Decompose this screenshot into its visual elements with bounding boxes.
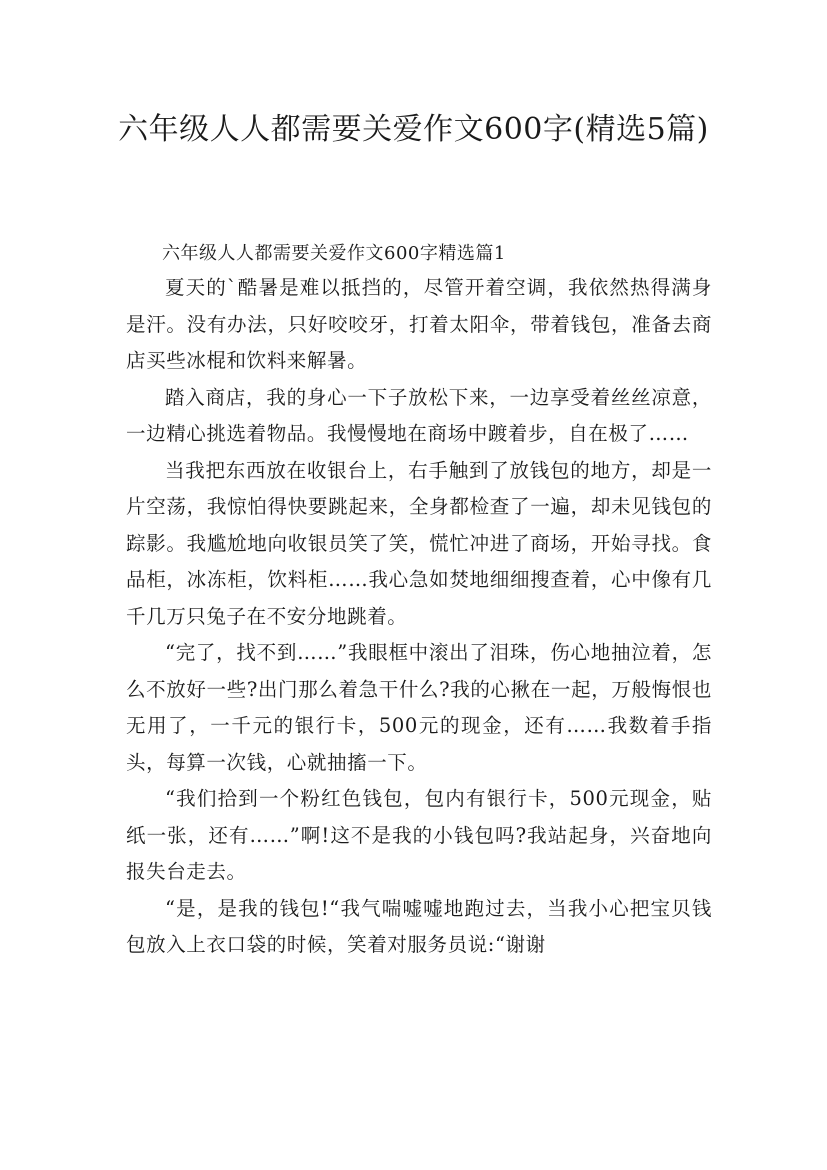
document-body <box>126 238 712 964</box>
paragraph: 当我把东西放在收银台上，右手触到了放钱包的地方，却是一片空荡，我惊怕得快要跳起来，全身都检查了一遍，却未见钱包的踪影。我尴尬地向收银员笑了笑，慌忙冲进了商场，开始寻找。食品柜，冰冻柜，饮料柜……我心急如焚地细细搜查着，心中像有几千几万只兔子在不安分地跳着。 <box>126 458 712 628</box>
paragraph: 踏入商店，我的身心一下子放松下来，一边享受着丝丝凉意，一边精心挑选着物品。我慢慢地在商场中踱着步，自在极了…… <box>126 385 712 445</box>
paragraph: 夏天的`酷暑是难以抵挡的，尽管开着空调，我依然热得满身是汗。没有办法，只好咬咬牙，打着太阳伞，带着钱包，准备去商店买些冰棍和饮料来解暑。 <box>126 276 712 372</box>
paragraph: “完了，找不到……”我眼框中滚出了泪珠，伤心地抽泣着，怎么不放好一些?出门那么着急干什么?我的心揪在一起，万般悔恨也无用了，一千元的银行卡，500元的现金，还有……我数着手指头，每算一次钱，心就抽搐一下。 <box>126 641 712 774</box>
paragraph: “是，是我的钱包!“我气喘嘘嘘地跑过去，当我小心把宝贝钱包放入上衣口袋的时候，笑着对服务员说:“谢谢 <box>126 896 712 956</box>
document-title: 六年级人人都需要关爱作文600字(精选5篇) <box>118 112 709 147</box>
section-heading: 六年级人人都需要关爱作文600字精选篇1 <box>162 243 506 264</box>
paragraph: “我们拾到一个粉红色钱包，包内有银行卡，500元现金，贴纸一张，还有……”啊!这不是我的小钱包吗?我站起身，兴奋地向报失台走去。 <box>126 787 712 883</box>
